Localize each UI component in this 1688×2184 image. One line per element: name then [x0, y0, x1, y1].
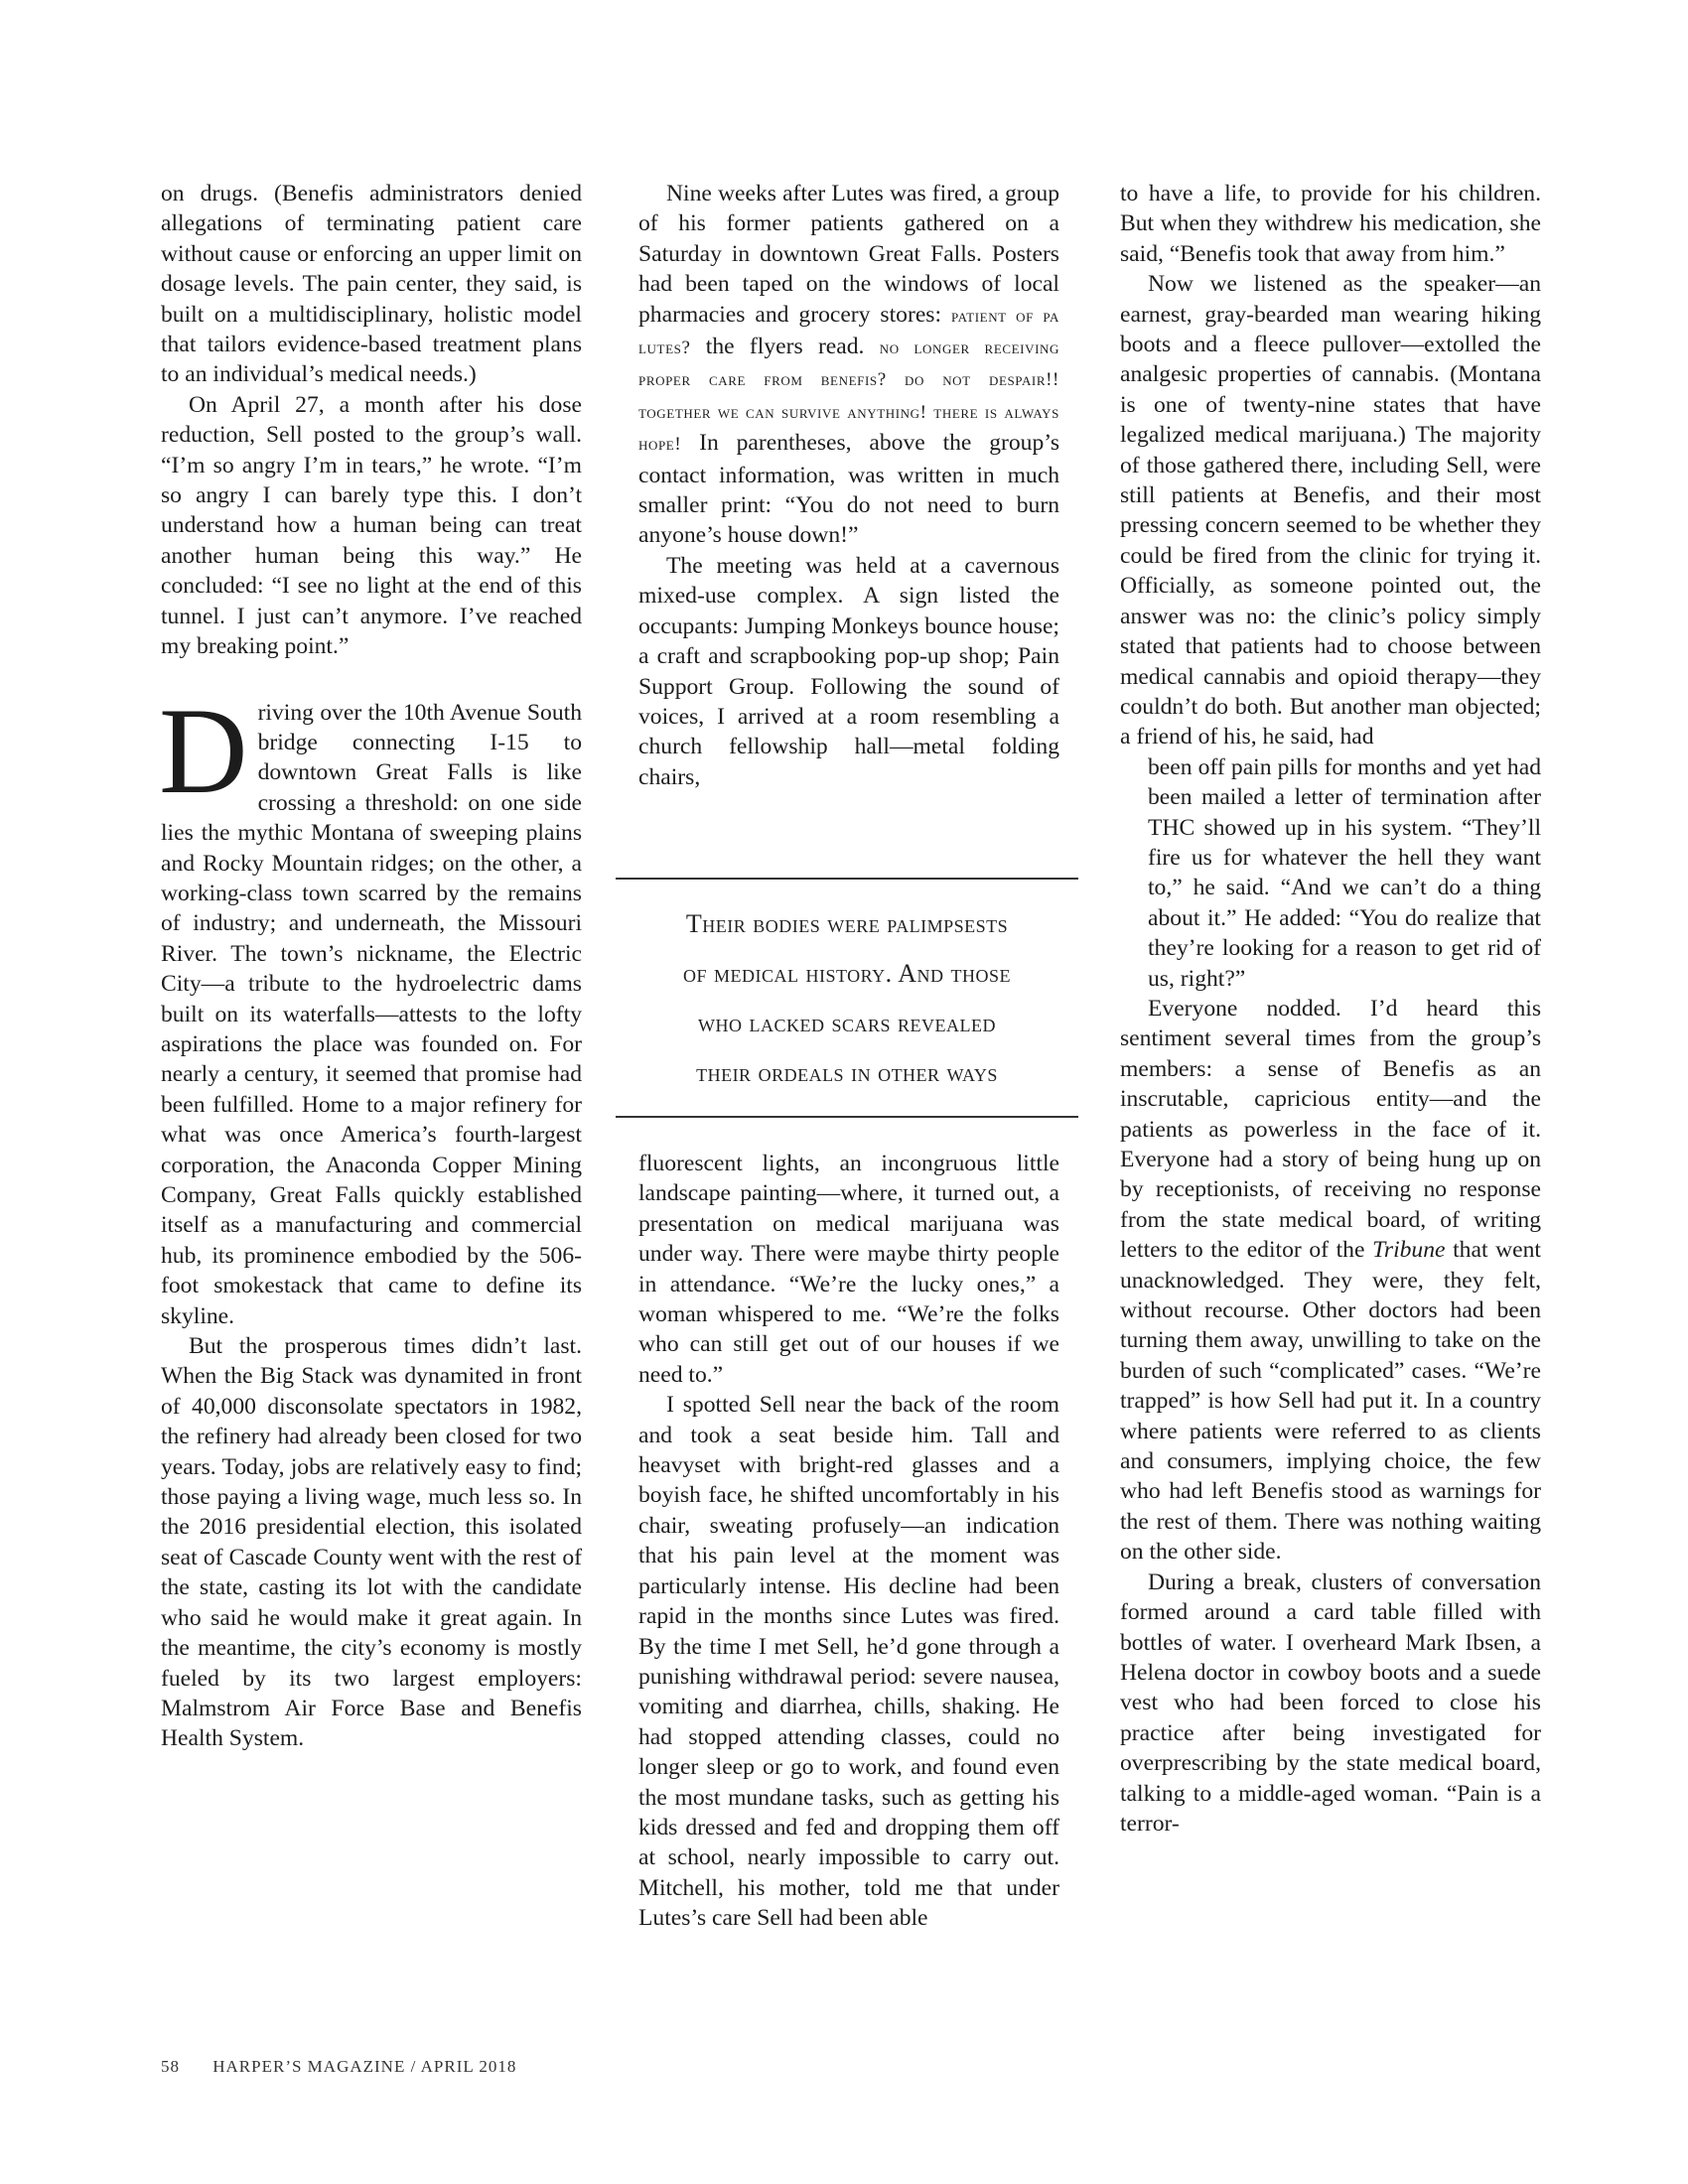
paragraph: [638, 179, 1059, 551]
paragraph: to have a life, to provide for his children. But when they withdrew his medication, she said, “Benefis took that away from him.”: [1120, 181, 1541, 267]
paragraph: I spotted Sell near the back of the room and took a seat beside him. Tall and heavyset with bright-red glasses and a boyish face, he shifted uncomfortably in his chair, sweating profusely—an indication that his pain level at the moment was particularly intense. His decline had been rapid in the months since Lutes was fired. By the time I met Sell, he’d gone through a punishing withdrawal period: severe nausea, vomiting and diarrhea, chills, shaking. He had stopped attending classes, could no longer sleep or go to work, and found even the most mundane tasks, such as getting his kids dressed and fed and dropping them off at school, nearly impossible to carry out. Mitchell, his mother, told me that under Lutes’s care Sell had been able: [638, 1392, 1059, 1932]
pull-quote: [616, 878, 1078, 1118]
paragraph-text: the flyers read.: [705, 334, 865, 360]
publication-name: Tribune: [1372, 1237, 1446, 1264]
pull-quote-line: of medical history. And those: [682, 959, 1012, 988]
article-column-2-bottom: [638, 1149, 1059, 1934]
paragraph: Now we listened as the speaker—an earnest, gray-bearded man wearing hiking boots and a fleece pullover—extolled the analgesic properties of cannabis. (Montana is one of twenty-nine states that have legalized medical marijuana.) The majority of those gathered there, including Sell, were still patients at Benefis, and their most pressing concern seemed to be whether they could be fired from the clinic for trying it. Officially, as someone pointed out, the answer was no: the clinic’s policy simply stated that patients had to choose between medical cannabis and opioid therapy—they couldn’t do both. But another man objected; a friend of his, he said, had: [1120, 271, 1541, 751]
paragraph-text: Nine weeks after Lutes was fired, a group of his former patients gathered on a Saturday in downtown Great Falls. Posters had been taped on the windows of local pharmacies and grocery stores:: [638, 181, 1059, 328]
paragraph-text: Everyone nodded. I’d heard this sentiment several times from the group’s members: a sense of Benefis as an inscrutable, capricious entity—and the patients as powerless in the face of it. Everyone had a story of being hung up on by receptionists, of receiving no response from the state medical board, of writing letters to the editor of the: [1120, 995, 1541, 1264]
paragraph: During a break, clusters of conversation formed around a card table filled with bottles of water. I overheard Mark Ibsen, a Helena doctor in cowboy boots and a suede vest who had been forced to close his practice after being investigated for overprescribing by the state medical board, talking to a middle-aged woman. “Pain is a terror-: [1120, 1569, 1541, 1837]
paragraph: The meeting was held at a cavernous mixed-use complex. A sign listed the occupants: Jumping Monkeys bounce house; a craft and scrapbooking pop-up shop; Pain Support Group. Following the sound of voices, I arrived at a room resembling a church fellowship hall—metal folding chairs,: [638, 552, 1059, 790]
paragraph-text: riving over the 10th Avenue South bridge connecting I-15 to downtown Great Falls is like crossing a threshold: on one side lies the mythic Montana of sweeping plains and Rocky Mountain ridges; on the other, a working-class town scarred by the remains of industry; and underneath, the Missouri River. The town’s nickname, the Electric City—a tribute to the hydroelectric dams built on its waterfalls—attests to the lofty aspirations the place was founded on. For nearly a century, it seemed that promise had been fulfilled. Home to a major refinery for what was once America’s fourth-largest corporation, the Anaconda Copper Mining Company, Great Falls quickly established itself as a manufacturing and commercial hub, its prominence embodied by the 506-foot smokestack that came to define its skyline.: [161, 699, 582, 1329]
flyer-text: no longer receiving proper care from benefis? do not despair!! together we can survive anything! there is always hope!: [638, 338, 1059, 456]
paragraph-inset: been off pain pills for months and yet had been mailed a letter of termination after THC showed up in his system. “They’ll fire us for whatever the hell they want to,” he said. “And we can’t do a thing about it.” He added: “You do realize that they’re looking for a reason to get rid of us, right?”: [1148, 753, 1541, 992]
pull-quote-line: Their bodies were palimpsests: [685, 909, 1009, 938]
flyer-text: patient of pa lutes?: [638, 305, 1059, 359]
paragraph: But the prosperous times didn’t last. When the Big Stack was dynamited in front of 40,000 disconsolate spectators in 1982, the refinery had already been closed for two years. Today, jobs are relatively easy to find; those paying a living wage, much less so. In the 2016 presidential election, this isolated seat of Cascade County went with the rest of the state, casting its lot with the candidate who said he would make it great again. In the meantime, the city’s economy is mostly fueled by its two largest employers: Malmstrom Air Force Base and Benefis Health System.: [161, 1333, 582, 1752]
pull-quote-line: who lacked scars revealed: [698, 1009, 996, 1037]
drop-cap: D: [159, 682, 248, 819]
pull-quote-line: their ordeals in other ways: [696, 1058, 998, 1087]
paragraph: [1120, 994, 1541, 1568]
publication-info: HARPER’S MAGAZINE / APRIL 2018: [212, 2057, 517, 2076]
page-number: 58: [161, 2057, 180, 2076]
article-column-3: [1120, 179, 1541, 1839]
paragraph-text: In parentheses, above the group’s contact information, was written in much smaller print: “You do not need to burn anyone’s house down!”: [638, 430, 1060, 549]
paragraph: fluorescent lights, an incongruous little landscape painting—where, it turned out, a presentation on medical marijuana was under way. There were maybe thirty people in attendance. “We’re the lucky ones,” a woman whispered to me. “We’re the folks who can still get out of our houses if we need to.”: [638, 1151, 1059, 1388]
paragraph: on drugs. (Benefis administrators denied allegations of terminating patient care without cause or enforcing an upper limit on dosage levels. The pain center, they said, is built on a multidisciplinary, holistic model that tailors evidence-based treatment plans to an individual’s medical needs.): [161, 181, 582, 388]
page-footer: [161, 2057, 516, 2077]
paragraph: On April 27, a month after his dose reduction, Sell posted to the group’s wall. “I’m so angry I’m in tears,” he wrote. “I’m so angry I can barely type this. I don’t understand how a human being can treat another human being this way.” He concluded: “I see no light at the end of this tunnel. I just can’t anymore. I’ve reached my breaking point.”: [161, 391, 582, 660]
article-column-1: [161, 179, 582, 1754]
section-opening-paragraph: [159, 682, 582, 1332]
article-column-2-top: [638, 179, 1059, 792]
paragraph-text: that went unacknowledged. They were, they felt, without recourse. Other doctors had been turning them away, unwilling to take on the burden of such “complicated” cases. “We’re trapped” is how Sell had put it. In a country where patients were referred to as clients and consumers, implying choice, the few who had left Benefis stood as warnings for the rest of them. There was nothing waiting on the other side.: [1120, 1237, 1541, 1566]
